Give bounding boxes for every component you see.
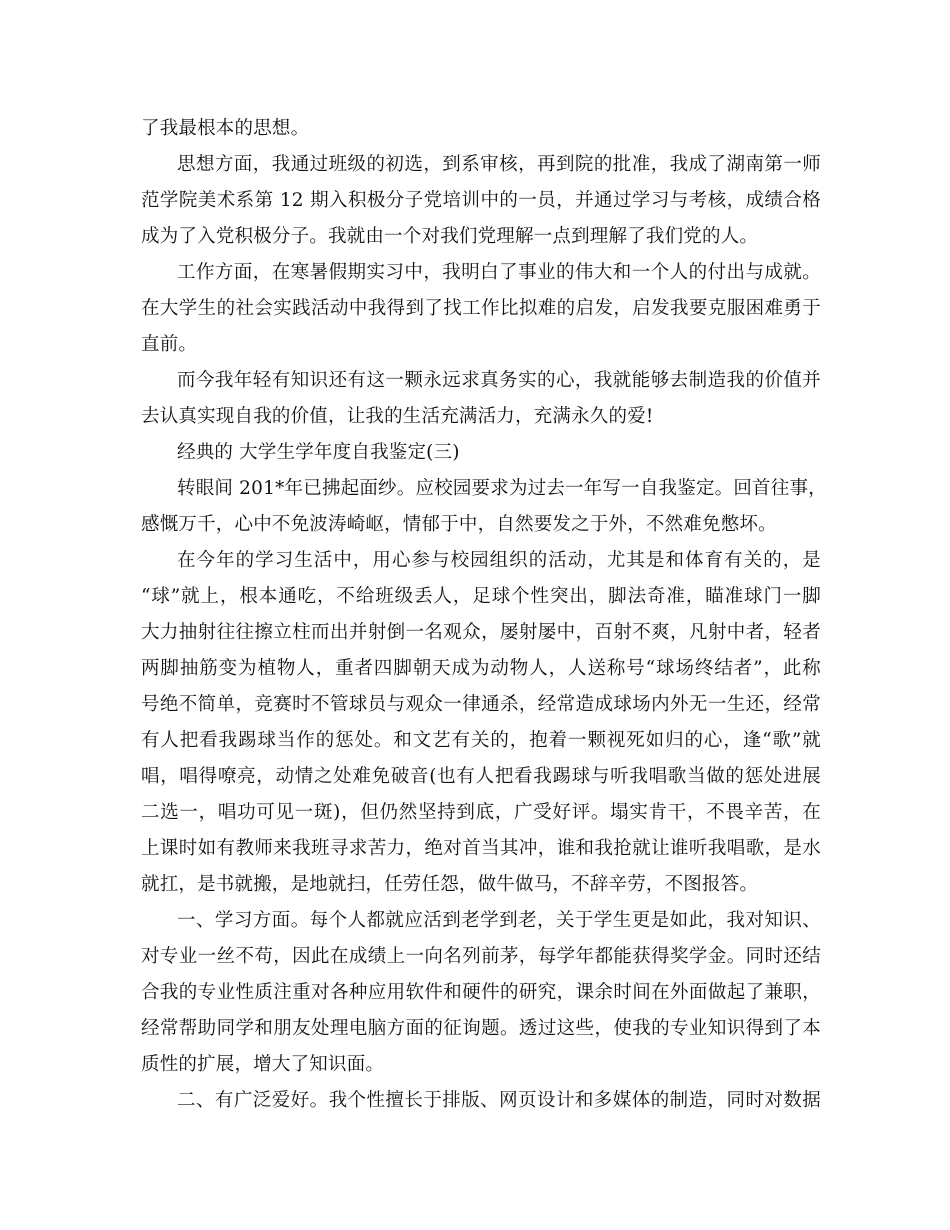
- text-line: 两脚抽筋变为植物人，重者四脚朝天成为动物人，人送称号“球场终结者”，此称: [141, 658, 821, 679]
- text-line: 经常帮助同学和朋友处理电脑方面的征询题。透过这些，使我的专业知识得到了本: [141, 1018, 821, 1039]
- section-heading: 经典的 大学生学年度自我鉴定(三): [177, 442, 460, 463]
- text-line: 范学院美术系第 12 期入积极分子党培训中的一员，并通过学习与考核，成绩合格: [141, 190, 821, 211]
- text-line: 二、有广泛爱好。我个性擅长于排版、网页设计和多媒体的制造，同时对数据: [177, 1090, 821, 1111]
- text-line: 对专业一丝不苟，因此在成绩上一向名列前茅，每学年都能获得奖学金。同时还结: [141, 946, 821, 967]
- text-line: 思想方面，我通过班级的初选，到系审核，再到院的批准，我成了湖南第一师: [177, 154, 821, 175]
- text-line: “球”就上，根本通吃，不给班级丢人，足球个性突出，脚法奇准，瞄准球门一脚: [141, 586, 821, 607]
- text-line: 有人把看我踢球当作的惩处。和文艺有关的，抱着一颗视死如归的心，逢“歌”就: [141, 730, 821, 751]
- text-line: 成为了入党积极分子。我就由一个对我们党理解一点到理解了我们党的人。: [141, 226, 759, 247]
- text-line: 直前。: [141, 334, 198, 355]
- text-line: 唱，唱得嘹亮，动情之处难免破音(也有人把看我踢球与听我唱歌当做的惩处进展: [141, 766, 821, 787]
- text-line: 就扛，是书就搬，是地就扫，任劳任怨，做牛做马，不辞辛劳，不图报答。: [141, 874, 759, 895]
- text-line: 在今年的学习生活中，用心参与校园组织的活动，尤其是和体育有关的，是: [177, 550, 821, 571]
- text-line: 而今我年轻有知识还有这一颗永远求真务实的心，我就能够去制造我的价值并: [177, 370, 821, 391]
- text-line: 二选一，唱功可见一斑)，但仍然坚持到底，广受好评。塌实肯干，不畏辛苦，在: [141, 802, 821, 823]
- text-line: 去认真实现自我的价值，让我的生活充满活力，充满永久的爱!: [141, 406, 654, 427]
- text-line: 大力抽射往往擦立柱而出并射倒一名观众，屡射屡中，百射不爽，凡射中者，轻者: [141, 622, 821, 643]
- text-line: 转眼间 201*年已拂起面纱。应校园要求为过去一年写一自我鉴定。回首往事，: [177, 478, 827, 499]
- text-line: 上课时如有教师来我班寻求苦力，绝对首当其冲，谁和我抢就让谁听我唱歌，是水: [141, 838, 821, 859]
- text-line: 在大学生的社会实践活动中我得到了找工作比拟难的启发，启发我要克服困难勇于: [141, 298, 821, 319]
- text-line: 一、学习方面。每个人都就应活到老学到老，关于学生更是如此，我对知识、: [177, 910, 821, 931]
- text-line: 质性的扩展，增大了知识面。: [141, 1054, 385, 1075]
- text-line: 合我的专业性质注重对各种应用软件和硬件的研究，课余时间在外面做起了兼职，: [141, 982, 821, 1003]
- text-line: 号绝不简单，竞赛时不管球员与观众一律通杀，经常造成球场内外无一生还，经常: [141, 694, 821, 715]
- text-line: 了我最根本的思想。: [141, 118, 310, 139]
- text-line: 感慨万千，心中不免波涛崎岖，情郁于中，自然要发之于外，不然难免憋坏。: [141, 514, 777, 535]
- text-line: 工作方面，在寒暑假期实习中，我明白了事业的伟大和一个人的付出与成就。: [177, 262, 821, 283]
